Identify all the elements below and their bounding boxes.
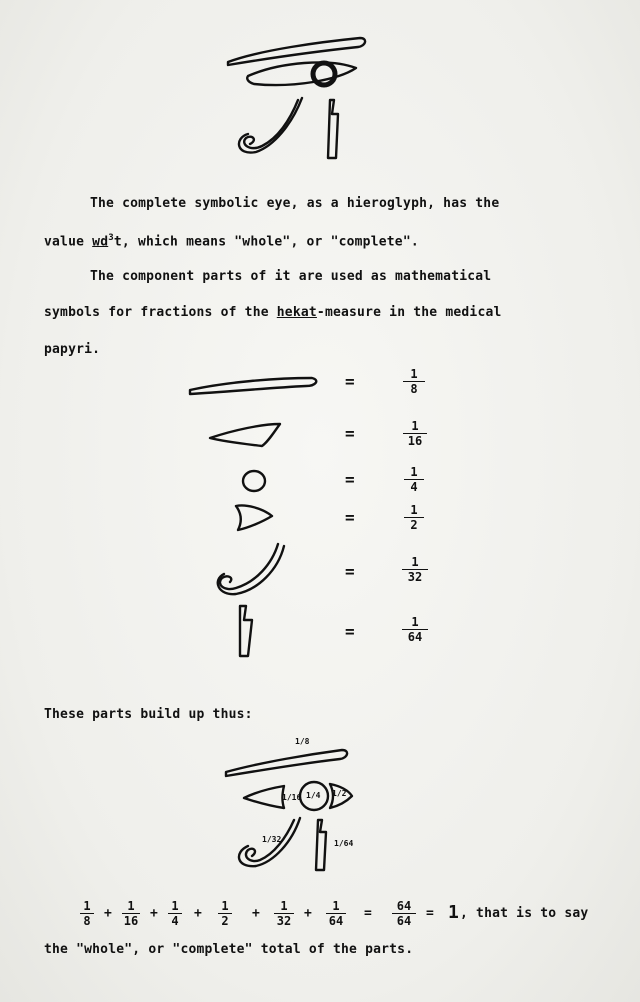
fraction-1-32: 1 32: [402, 556, 428, 583]
assembled-eye-icon: [222, 736, 362, 872]
sum-tail: , that is to say: [460, 906, 589, 921]
fraction-1-2: 1 2: [404, 504, 424, 531]
left-corner-glyph-icon: [206, 420, 286, 450]
sum-line-2: the "whole", or "complete" total of the parts.: [44, 942, 414, 957]
equals-sign: =: [345, 562, 355, 581]
label-right: 1/2: [332, 789, 347, 798]
plus-sign: +: [150, 906, 159, 921]
right-corner-glyph-icon: [232, 500, 276, 534]
sum-term-3: 1 4: [168, 900, 182, 927]
fraction-1-8: 1 8: [403, 368, 425, 395]
plus-sign: +: [252, 906, 261, 921]
curl-glyph-icon: [212, 540, 288, 596]
intro-line-4-pre: symbols for fractions of the: [44, 305, 277, 320]
intro-line-1: The complete symbolic eye, as a hieroglyph, has the: [90, 196, 500, 211]
equals-sign: =: [345, 508, 355, 527]
equals-sign: =: [345, 424, 355, 443]
plus-sign: +: [104, 906, 113, 921]
plus-sign: +: [304, 906, 313, 921]
fraction-1-16: 1 16: [403, 420, 427, 447]
intro-word-hekat: hekat: [276, 305, 317, 320]
eye-of-horus-icon: [220, 34, 380, 164]
equals-sign: =: [345, 622, 355, 641]
intro-line-2-pre: value: [44, 234, 93, 250]
label-brow: 1/8: [295, 737, 310, 746]
intro-line-2: [44, 233, 419, 249]
sum-equation: [80, 900, 620, 932]
sum-term-4: 1 2: [218, 900, 232, 927]
equals-sign: =: [345, 372, 355, 391]
label-left: 1/16: [282, 793, 302, 802]
fraction-1-64: 1 64: [402, 616, 428, 643]
intro-line-5: papyri.: [44, 342, 101, 357]
label-curl: 1/32: [262, 835, 282, 844]
intro-line-4: [44, 305, 502, 320]
plus-sign: +: [194, 906, 203, 921]
pupil-glyph-icon: [240, 468, 270, 496]
fraction-1-4: 1 4: [404, 466, 424, 493]
intro-line-3: The component parts of it are used as mathematical: [90, 269, 492, 284]
label-pupil: 1/4: [306, 791, 321, 800]
equals-sign: =: [426, 906, 435, 921]
intro-word-wd: wd: [92, 234, 109, 250]
brow-glyph-icon: [186, 372, 320, 396]
sum-term-5: 1 32: [274, 900, 294, 927]
build-heading: These parts build up thus:: [44, 707, 253, 722]
sum-one: 1: [448, 902, 460, 923]
intro-sup: 3: [108, 233, 114, 243]
label-leg: 1/64: [334, 839, 354, 848]
intro-line-2-post: t, which means "whole", or "complete".: [113, 234, 419, 250]
sum-result: 64 64: [392, 900, 416, 927]
equals-sign: =: [345, 470, 355, 489]
sum-term-1: 1 8: [80, 900, 94, 927]
intro-line-4-post: -measure in the medical: [316, 305, 502, 320]
sum-term-2: 1 16: [123, 899, 139, 928]
sum-term-6: 1 64: [326, 900, 346, 927]
equals-sign: =: [364, 906, 373, 921]
leg-glyph-icon: [232, 602, 262, 660]
